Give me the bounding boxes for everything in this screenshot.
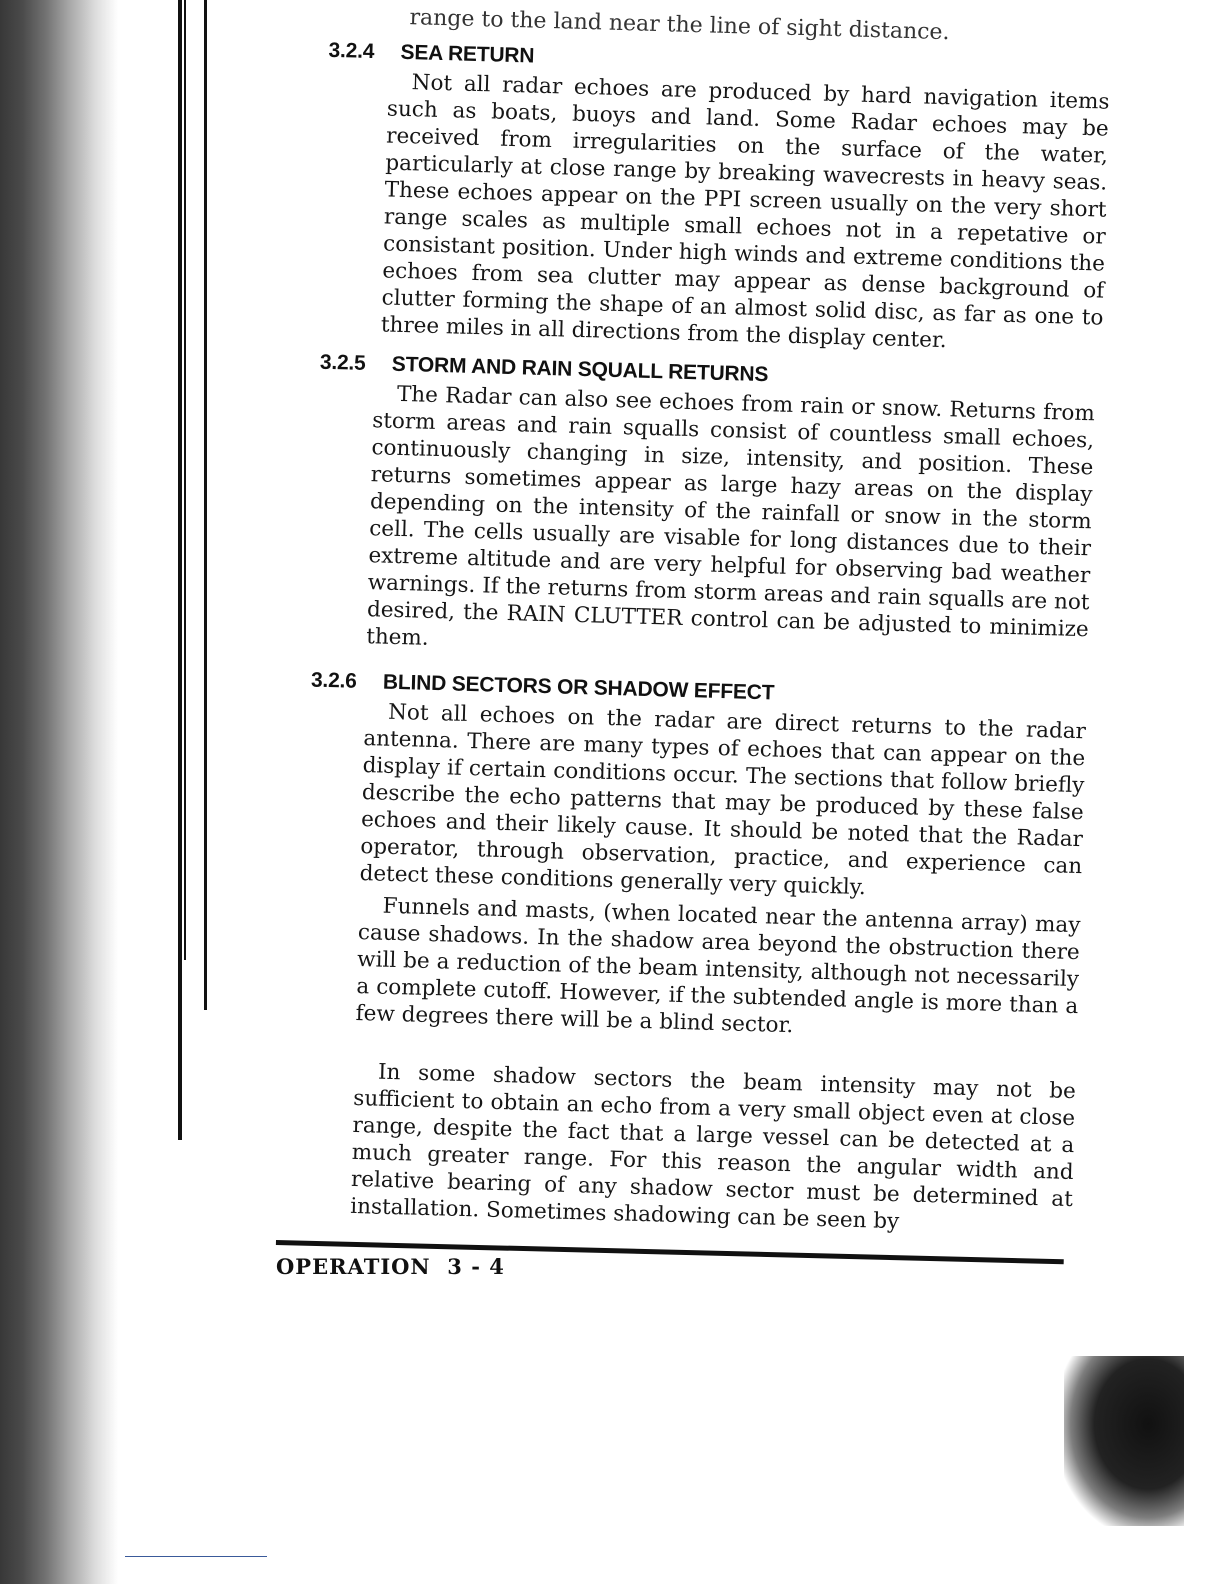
paragraph: Funnels and masts, (when located near the antenna array) may cause shadows. In the shadow area beyond the obstruction there will be a reduction of the beam intensity, although not necessarily a complete cutoff. However, if the subtended angle is more than a few degrees there will be a blind sector.	[355, 893, 1081, 1039]
section-heading	[328, 39, 534, 69]
paragraph: In some shadow sectors the beam intensity may not be sufficient to obtain an echo from a very small object even at close range, despite the fact that a large vessel can be detected at a much greater range. For this reason the angular width and relative bearing of any shadow sector must be determined at installation. Sometimes shadowing can be seen by	[349, 1059, 1077, 1235]
scan-corner-shadow	[1064, 1356, 1184, 1526]
page-number: 3 - 4	[447, 1254, 505, 1279]
scan-binding-shadow	[0, 0, 118, 1584]
scan-binding-line	[184, 0, 186, 960]
section-number: 3.2.6	[310, 668, 358, 693]
page-footer	[276, 1254, 505, 1279]
section-number: 3.2.4	[328, 38, 375, 64]
paragraph: Not all echoes on the radar are direct returns to the radar antenna. There are many types of echoes that can appear on the display if certain conditions occur. The sections that follow briefly describe the echo patterns that may be produced by these false echoes and their likely cause. It should be noted that the Radar operator, through observation, practice, and experience can detect these conditions generally very quickly.	[359, 699, 1087, 901]
scan-corner-line	[125, 1556, 267, 1557]
section-title: BLIND SECTORS OR SHADOW EFFECT	[382, 670, 775, 705]
scan-binding-line	[204, 0, 207, 1010]
page-body	[264, 0, 1110, 1322]
section-title: STORM AND RAIN SQUALL RETURNS	[391, 352, 769, 387]
scan-binding-line	[178, 0, 182, 1140]
section-number: 3.2.5	[319, 350, 366, 375]
cut-off-text-line: range to the land near the line of sight distance.	[409, 5, 950, 46]
footer-chapter: OPERATION	[276, 1254, 431, 1279]
paragraph: The Radar can also see echoes from rain or snow. Returns from storm areas and rain squalls consist of countless small echoes, continuously changing in size, intensity, and position. These returns sometimes appear as large hazy areas on the display depending on the intensity of the rainfall or snow in the storm cell. The cells usually are visable for long distances due to their extreme altitude and are very helpful for observing bad weather warnings. If the returns from storm areas and rain squalls are not desired, the RAIN CLUTTER control can be adjusted to minimize them.	[365, 381, 1096, 651]
paragraph: Not all radar echoes are produced by hard navigation items such as boats, buoys and land. Some Radar echoes may be received from irregularities on the surface of the water, particularly at close range by breaking wavecrests in heavy seas. These echoes appear on the PPI screen usually on the very short range scales as multiple small echoes not in a repetative or consistant position. Under high winds and extreme conditions the echoes from sea clutter may appear as dense background of clutter forming the shape of an almost solid disc, as far as one to three miles in all directions from the display center.	[380, 70, 1110, 354]
section-title: SEA RETURN	[400, 40, 535, 68]
